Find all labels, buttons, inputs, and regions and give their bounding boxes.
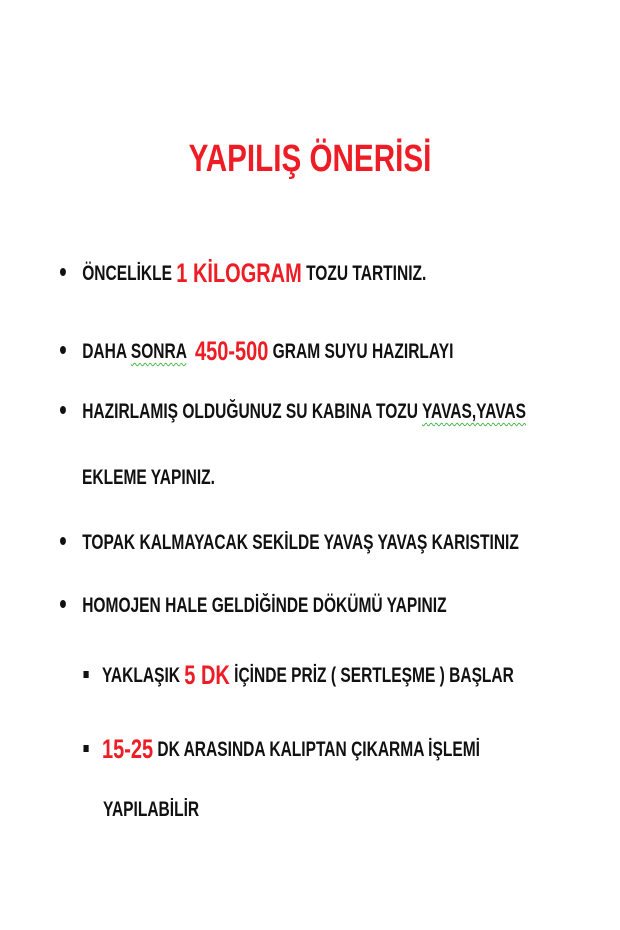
sub-bullet-1-pre: YAKLAŞIK bbox=[101, 664, 185, 687]
square-bullet-icon bbox=[83, 745, 88, 752]
sub-bullet-2-post: DK ARASINDA KALIPTAN ÇIKARMA İŞLEMİ bbox=[153, 738, 480, 761]
bullet-dot-icon bbox=[60, 406, 66, 414]
bullet-2-post: GRAM SUYU HAZIRLAYI bbox=[268, 340, 454, 363]
bullet-3-continuation: EKLEME YAPINIZ. bbox=[82, 466, 215, 489]
bullet-item-4 bbox=[60, 531, 519, 555]
bullet-2-highlight: 450-500 bbox=[195, 336, 269, 366]
slide-title: YAPILIŞ ÖNERİSİ bbox=[188, 138, 432, 180]
bullet-2-underlined: SONRA bbox=[130, 340, 187, 363]
bullet-dot-icon bbox=[60, 600, 66, 608]
bullet-1-highlight: 1 KİLOGRAM bbox=[176, 258, 302, 288]
bullet-dot-icon bbox=[60, 346, 66, 354]
bullet-dot-icon bbox=[60, 537, 66, 545]
bullet-2-pre: DAHA bbox=[82, 340, 131, 363]
bullet-item-1 bbox=[60, 258, 426, 289]
sub-bullet-1-post: İÇİNDE PRİZ ( SERTLEŞME ) BAŞLAR bbox=[229, 664, 514, 687]
bullet-3-pre: HAZIRLAMIŞ OLDUĞUNUZ SU KABINA TOZU bbox=[82, 400, 423, 423]
sub-bullet-2-continuation: YAPILABİLİR bbox=[103, 798, 200, 821]
bullet-5-text: HOMOJEN HALE GELDİĞİNDE DÖKÜMÜ YAPINIZ bbox=[82, 594, 447, 617]
bullet-1-post: TOZU TARTINIZ. bbox=[301, 262, 427, 285]
bullet-item-3 bbox=[60, 400, 526, 424]
bullet-1-pre: ÖNCELİKLE bbox=[82, 262, 177, 285]
square-bullet-icon bbox=[83, 671, 88, 678]
bullet-item-2 bbox=[60, 336, 453, 367]
bullet-4-text: TOPAK KALMAYACAK SEKİLDE YAVAŞ YAVAŞ KARISTINIZ bbox=[82, 531, 519, 554]
sub-bullet-item-2 bbox=[82, 734, 480, 765]
sub-bullet-2-highlight: 15-25 bbox=[101, 734, 154, 764]
bullet-3-underlined: YAVAS,YAVAS bbox=[422, 400, 526, 423]
sub-bullet-1-highlight: 5 DK bbox=[184, 660, 230, 690]
bullet-item-5 bbox=[60, 594, 447, 618]
sub-bullet-item-1 bbox=[82, 660, 514, 691]
bullet-dot-icon bbox=[60, 268, 66, 276]
